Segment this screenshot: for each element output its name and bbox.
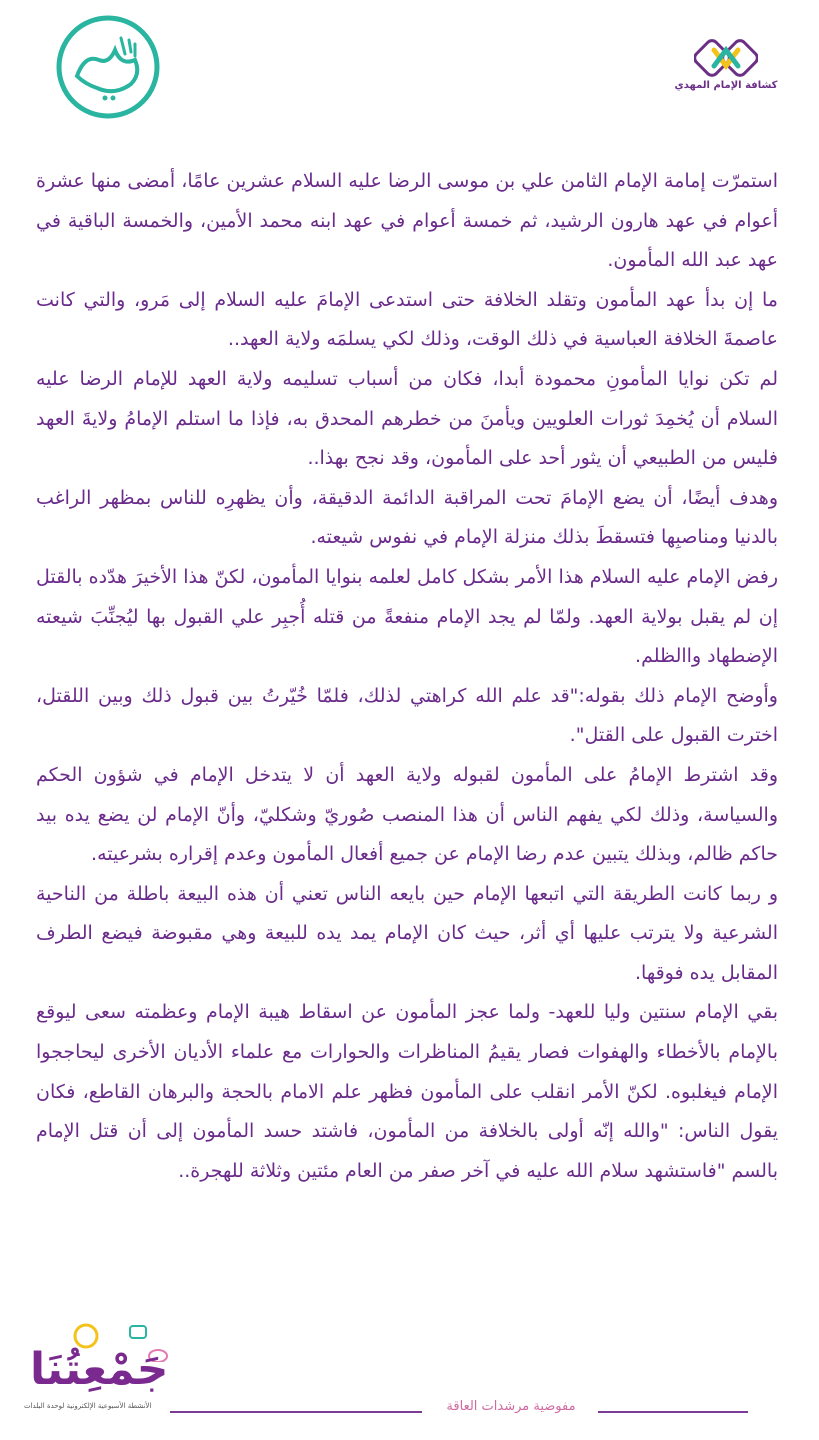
paragraph-6: وأوضح الإمام ذلك بقوله:"قد علم الله كراهتي لذلك، فلمّا خُيّرتُ بين قبول ذلك وبين اللقتل، اخترت القبول على القتل". [36, 684, 778, 747]
footer-text: مفوضية مرشدات العاقة [446, 1399, 576, 1414]
footer-tagline: الأنشطة الأسبوعية الإلكترونية لوحدة البلدات [24, 1402, 152, 1410]
paragraph-5: رفض الإمام عليه السلام هذا الأمر بشكل كامل لعلمه بنوايا المأمون، لكنّ هذا الأخيرَ هدّده بالقتل إن لم يقبل بولاية العهد. ولمّا لم يجد الإمام منفعةً من قتله أُجبِر علي القبول بها ليُجنِّبَ شيعته الإضطهاد واالظلم. [36, 565, 778, 668]
scouts-logo [666, 38, 786, 100]
org-name: كشافة الإمام المهدي [674, 80, 778, 91]
shrine-logo [55, 14, 161, 120]
footer-divider-left [170, 1411, 422, 1413]
paragraph-9: بقي الإمام سنتين وليا للعهد- ولما عجز المأمون عن اسقاط هيبة الإمام وعظمته سعى ليوقع بالإمام بالأخطاء والهفوات فصار يقيمُ المناظرات والحوارات مع علماء الأديان الأخرى ليحاججوا الإمام فيغلبوه. لكنّ الأمر انقلب على المأمون فظهر علم الامام بالحجة والبرهان القاطع، فكان يقول الناس: "والله إنّه أولى بالخلافة من المأمون، فاشتد حسد المأمون إلى أن قتل الإمام بالسم "فاستشهد سلام الله عليه في آخر صفر من العام مئتين وثلاثة للهجرة.. [36, 1001, 778, 1182]
shrine-logo-icon [55, 14, 161, 120]
scouts-emblem-icon [694, 38, 758, 78]
paragraph-3: لم تكن نوايا المأمونِ محمودة أبدا، فكان من أسباب تسليمه ولاية العهد للإمام الرضا عليه السلام أن يُخمِدَ ثورات العلويين ويأمنَ من خطرهم المحدق به، فإذا ما استلم الإمامُ ولايةَ العهد فليس من الطبيعي أن يثور أحد على المأمون، وقد نجح بهذا.. [36, 367, 778, 470]
footer-brand: جَمْعِتُنَا [30, 1344, 169, 1395]
paragraph-1: استمرّت إمامة الإمام الثامن علي بن موسى الرضا عليه السلام عشرين عامًا، أمضى منها عشرة أعوام في عهد هارون الرشيد، ثم خمسة أعوام في عهد ابنه محمد الأمين، والخمسة الباقية في عهد عبد الله المأمون. [36, 170, 778, 272]
paragraph-4: وهدف أيضًا، أن يضع الإمامَ تحت المراقبة الدائمة الدقيقة، وأن يظهرِه للناس بمظهر الراغب بالدنيا ومناصبِها فتسقطَ بذلك منزلة الإمام في نفوس شيعته. [36, 486, 778, 549]
footer-brand-logo [24, 1322, 184, 1418]
footer-divider-right [598, 1411, 748, 1413]
paragraph-7: وقد اشترط الإمامُ على المأمون لقبوله ولاية العهد أن لا يتدخل الإمام في شؤون الحكم والسياسة، وذلك لكي يفهم الناس أن هذا المنصب صُوريّ وشكليّ، وأنّ الإمام لن يضع يده بيد حاكم ظالم، وبذلك يتبين عدم رضا الإمام عن جميع أفعال المأمون وعدم إقراره بشرعيته. [36, 763, 778, 866]
article-body [36, 162, 778, 1191]
paragraph-8: و ربما كانت الطريقة التي اتبعها الإمام حين بايعه الناس تعني أن هذه البيعة باطلة من الناحية الشرعية ولا يترتب عليها أي أثر، حيث كان الإمام يمد يده للبيعة وهي مقبوضة فيضع الطرف المقابل يده فوقها. [36, 882, 778, 984]
paragraph-2: ما إن بدأ عهد المأمون وتقلد الخلافة حتى استدعى الإمامَ عليه السلام إلى مَرو، والتي كانت عاصمةَ الخلافة العباسية في ذلك الوقت، وذلك لكي يسلمَه ولاية العهد.. [36, 288, 778, 351]
